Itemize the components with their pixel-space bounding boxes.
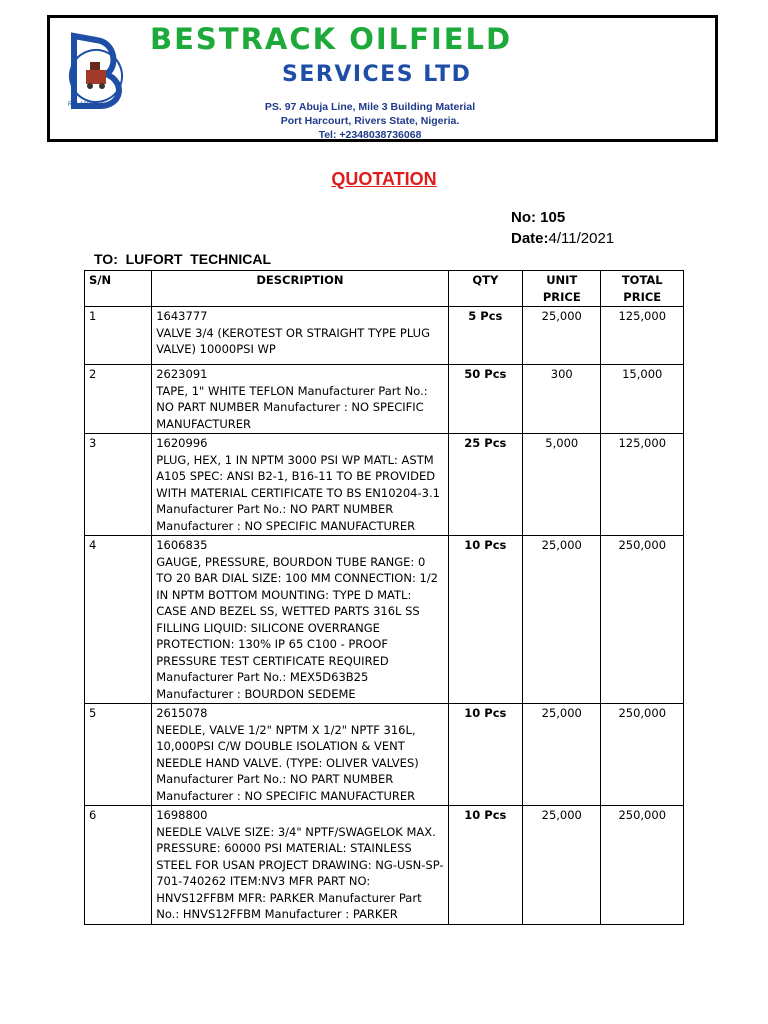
table-row [85, 307, 684, 365]
row-total-price: 15,000 [601, 365, 684, 434]
company-name-line2: SERVICES LTD [282, 62, 472, 87]
date-label: Date: [511, 230, 549, 247]
row-qty: 10 Pcs [448, 536, 522, 704]
recipient: TO: LUFORT TECHNICAL [94, 251, 272, 267]
header-total-price: TOTAL PRICE [601, 271, 684, 307]
company-name-line1: BESTRACK OILFIELD [150, 22, 513, 56]
quotation-table [84, 270, 684, 925]
row-total-price: 250,000 [601, 536, 684, 704]
quotation-number: No: 105 [511, 209, 566, 226]
row-total-price: 125,000 [601, 434, 684, 536]
row-sn: 2 [85, 365, 152, 434]
row-unit-price: 5,000 [523, 434, 601, 536]
table-row [85, 704, 684, 806]
header-qty: QTY [448, 271, 522, 307]
row-sn: 1 [85, 307, 152, 365]
row-description [152, 307, 448, 365]
header-unit-price: UNIT PRICE [523, 271, 601, 307]
phone-line: Tel: +2348038736068 [318, 129, 422, 141]
row-sn: 4 [85, 536, 152, 704]
row-qty: 10 Pcs [448, 704, 522, 806]
row-description [152, 704, 448, 806]
table-row [85, 806, 684, 925]
table-row [85, 434, 684, 536]
row-description [152, 806, 448, 925]
row-sn: 5 [85, 704, 152, 806]
row-code: 2615078 [156, 706, 208, 720]
row-unit-price: 25,000 [523, 806, 601, 925]
address-line1: PS. 97 Abuja Line, Mile 3 Building Material [264, 101, 476, 113]
row-description-text: TAPE, 1" WHITE TEFLON Manufacturer Part No.: NO PART NUMBER Manufacturer : NO SPECIFIC MANUFACTURER [156, 383, 428, 431]
row-qty: 50 Pcs [448, 365, 522, 434]
table-row [85, 536, 684, 704]
row-qty: 5 Pcs [448, 307, 522, 365]
row-unit-price: 25,000 [523, 307, 601, 365]
row-total-price: 250,000 [601, 806, 684, 925]
company-logo-icon [60, 32, 132, 112]
row-description-text: GAUGE, PRESSURE, BOURDON TUBE RANGE: 0 TO 20 BAR DIAL SIZE: 100 MM CONNECTION: 1/2 IN NPTM BOTTOM MOUNTING: TYPE D MATL: CASE AND BEZEL SS, WETTED PARTS 316L SS FILLING LIQUID: SILICONE OVERRANGE PROTECTION: 130% IP 65 C100 - PROOF PRESSURE TEST CERTIFICATE REQUIRED Manufacturer Part No.: MEX5D63B25 Manufacturer : BOURDON SEDEME [156, 554, 438, 701]
document-title: QUOTATION [331, 169, 437, 189]
quotation-date [511, 230, 614, 247]
header-description: DESCRIPTION [152, 271, 448, 307]
row-description [152, 434, 448, 536]
row-description-text: PLUG, HEX, 1 IN NPTM 3000 PSI WP MATL: ASTM A105 SPEC: ANSI B2-1, B16-11 TO BE PROVIDED WITH MATERIAL CERTIFICATE TO BS EN10204-3.1 Manufacturer Part No.: NO PART NUMBER Manufacturer : NO SPECIFIC MANUFACTURER [156, 452, 440, 533]
row-description [152, 536, 448, 704]
row-code: 1606835 [156, 538, 208, 552]
row-unit-price: 25,000 [523, 536, 601, 704]
row-unit-price: 300 [523, 365, 601, 434]
row-description-text: NEEDLE, VALVE 1/2" NPTM X 1/2" NPTF 316L, 10,000PSI C/W DOUBLE ISOLATION & VENT NEEDLE HAND VALVE. (TYPE: OLIVER VALVES) Manufacturer Part No.: NO PART NUMBER Manufacturer : NO SPECIFIC MANUFACTURER [156, 722, 419, 803]
row-description-text: NEEDLE VALVE SIZE: 3/4" NPTF/SWAGELOK MAX. PRESSURE: 60000 PSI MATERIAL: STAINLESS STEEL FOR USAN PROJECT DRAWING: NG-USN-SP-701-740262 ITEM:NV3 MFR PART NO: HNVS12FFBM MFR: PARKER Manufacturer Part No.: HNVS12FFBM Manufacturer : PARKER [156, 824, 444, 921]
date-value: 4/11/2021 [548, 230, 615, 247]
row-code: 1643777 [156, 309, 208, 323]
row-total-price: 125,000 [601, 307, 684, 365]
row-sn: 3 [85, 434, 152, 536]
rc-number: RC: 1000853 [68, 102, 104, 108]
row-unit-price: 25,000 [523, 704, 601, 806]
row-qty: 25 Pcs [448, 434, 522, 536]
row-qty: 10 Pcs [448, 806, 522, 925]
row-sn: 6 [85, 806, 152, 925]
row-description-text: VALVE 3/4 (KEROTEST OR STRAIGHT TYPE PLUG VALVE) 10000PSI WP [156, 325, 430, 356]
row-code: 1620996 [156, 436, 208, 450]
letterhead [47, 15, 718, 142]
row-description [152, 365, 448, 434]
header-sn: S/N [85, 271, 152, 307]
address-line2: Port Harcourt, Rivers State, Nigeria. [280, 115, 460, 127]
row-code: 2623091 [156, 367, 208, 381]
row-total-price: 250,000 [601, 704, 684, 806]
row-code: 1698800 [156, 808, 208, 822]
table-row [85, 365, 684, 434]
table-header-row [85, 271, 684, 307]
